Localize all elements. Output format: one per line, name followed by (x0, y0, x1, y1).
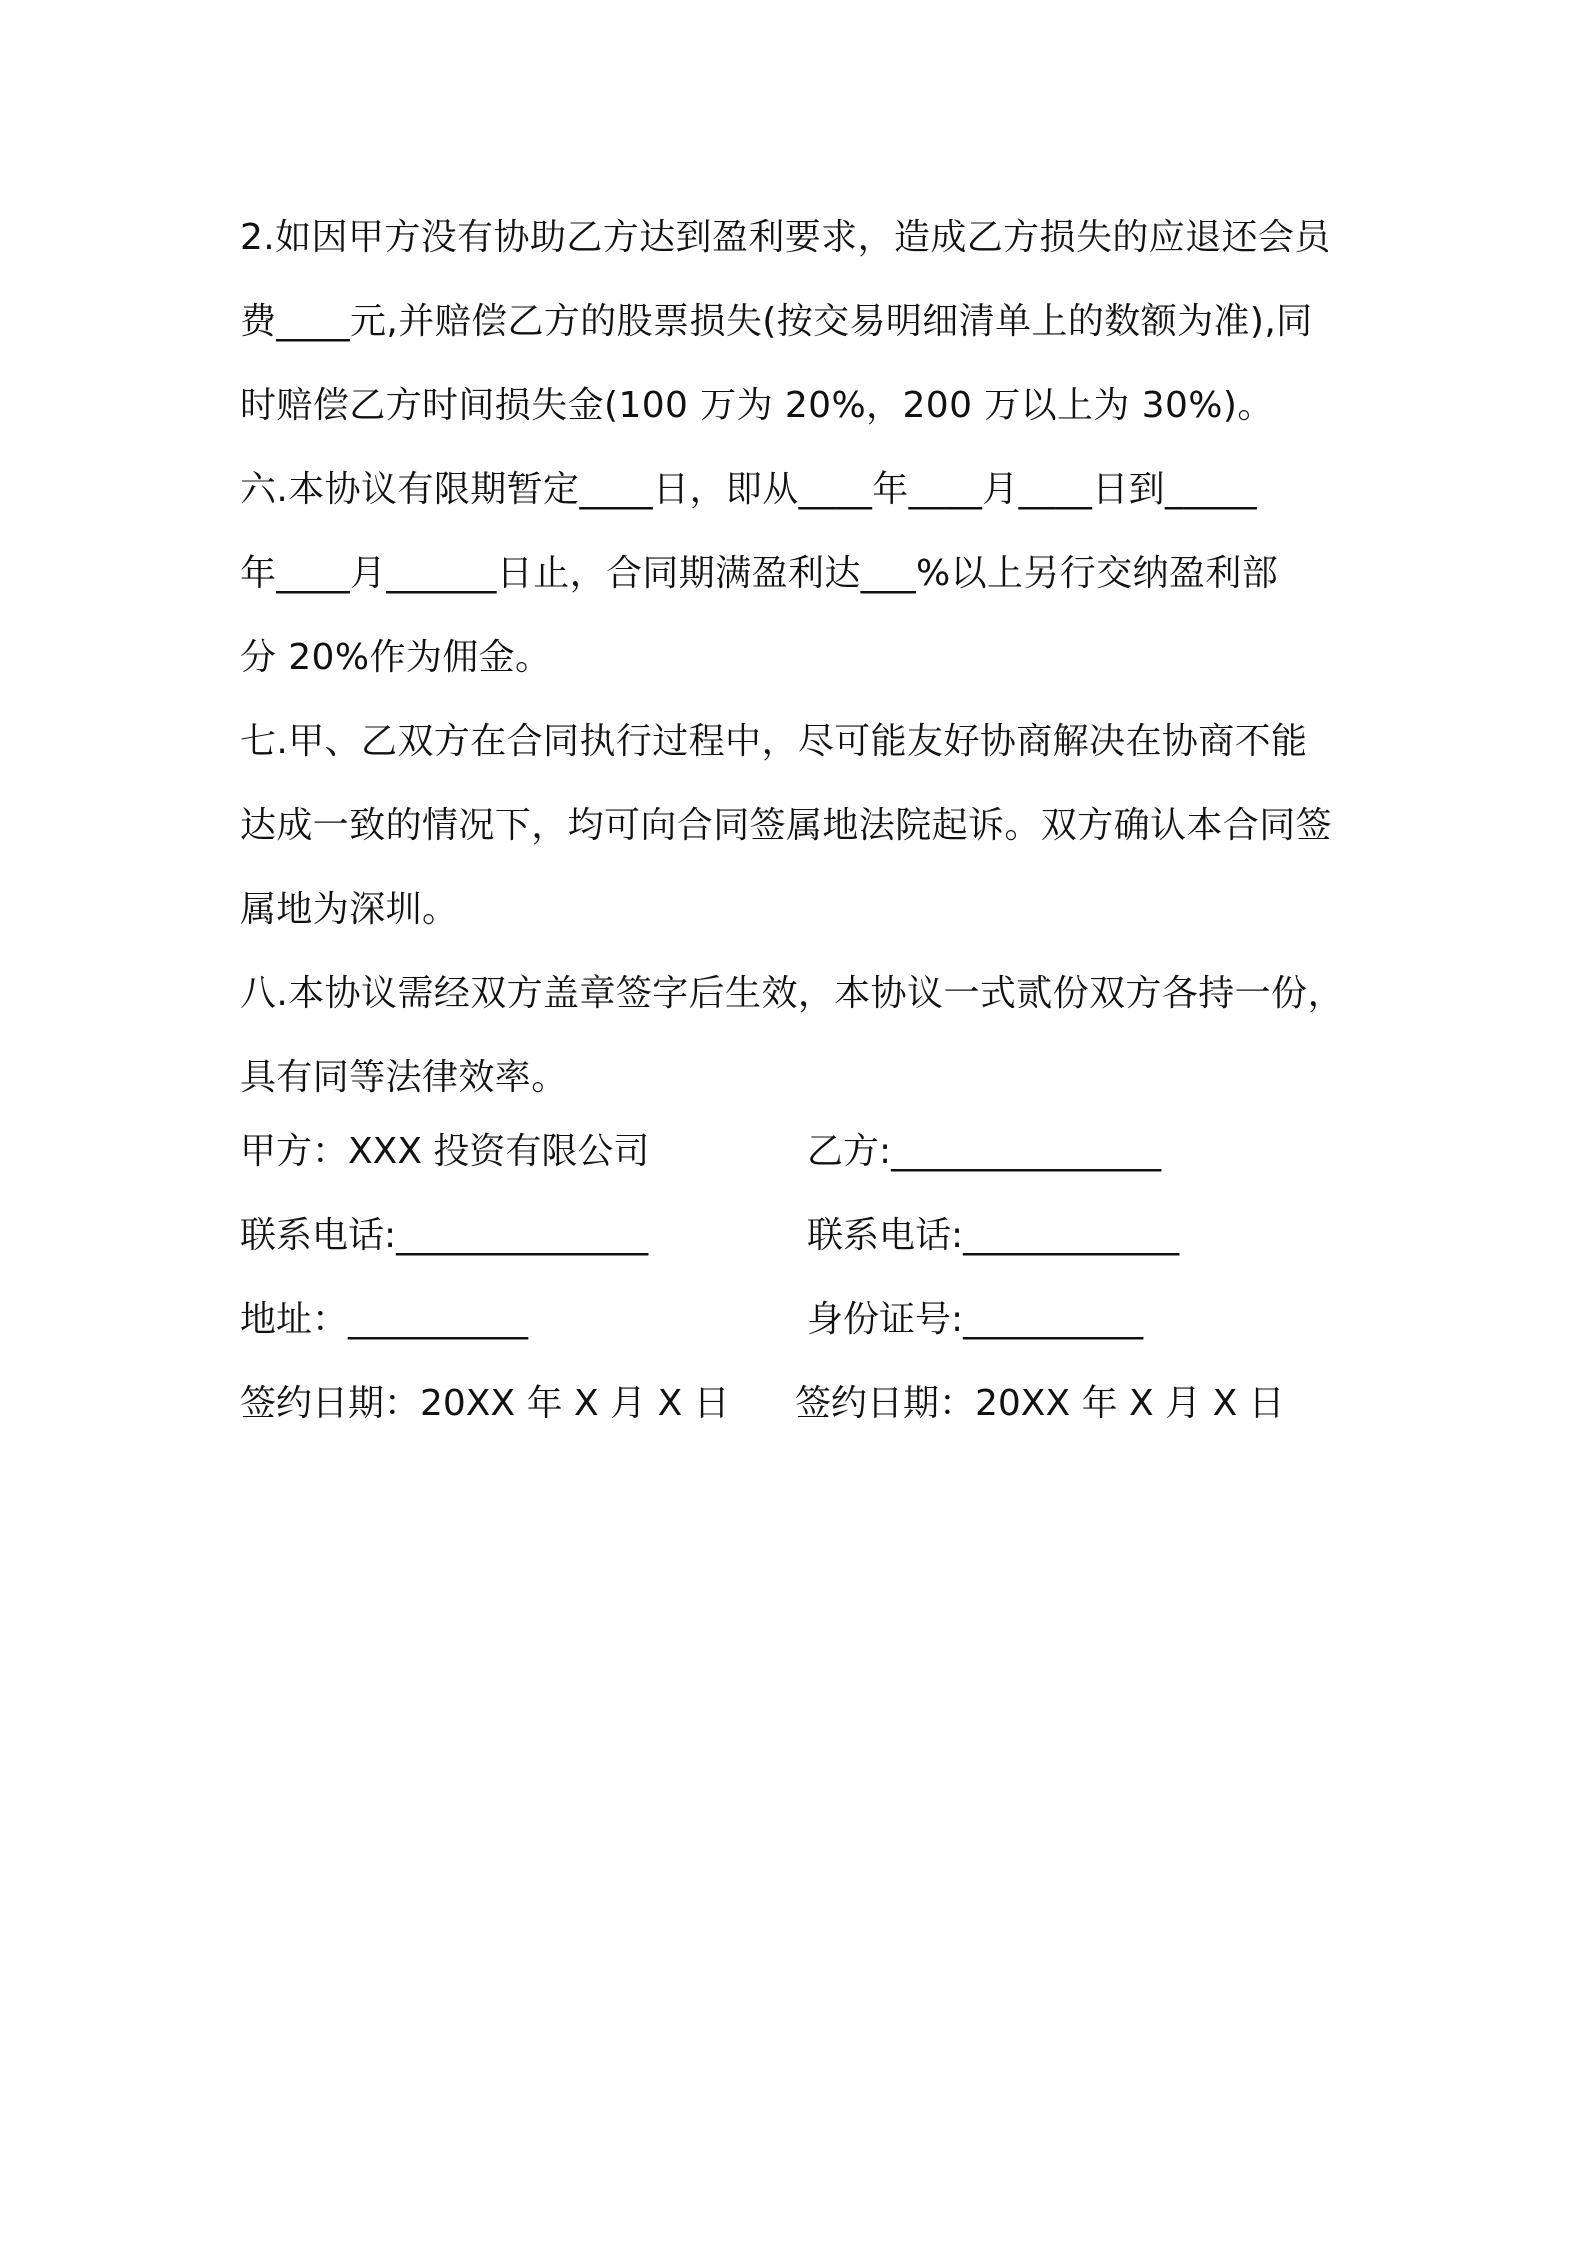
clause-2-line-1: 2.如因甲方没有协助乙方达到盈利要求，造成乙方损失的应退还会员 (240, 217, 1331, 258)
clause-7-line-1: 七.甲、乙双方在合同执行过程中，尽可能友好协商解决在协商不能 (240, 721, 1308, 762)
party-b-name: 乙方:_______________ (807, 1131, 1162, 1172)
clause-6-line-2: 年____月______日止，合同期满盈利达___%以上另行交纳盈利部 (240, 553, 1279, 594)
party-b-id-number: 身份证号:__________ (807, 1299, 1144, 1340)
clause-2-line-2: 费____元,并赔偿乙方的股票损失(按交易明细清单上的数额为准),同 (240, 301, 1313, 342)
party-a-address: 地址：__________ (240, 1299, 529, 1340)
party-b-phone: 联系电话:____________ (807, 1215, 1180, 1256)
clause-8-line-1: 八.本协议需经双方盖章签字后生效，本协议一式贰份双方各持一份， (240, 973, 1344, 1014)
party-b-sign-date: 签约日期：20XX 年 X 月 X 日 (795, 1383, 1285, 1424)
signature-row-date (240, 1362, 1360, 1446)
signature-row-address (240, 1278, 1360, 1362)
party-a-name: 甲方：XXX 投资有限公司 (240, 1131, 650, 1172)
party-a-sign-date: 签约日期：20XX 年 X 月 X 日 (240, 1383, 730, 1424)
signature-row-party (240, 1110, 1360, 1194)
party-a-phone: 联系电话:______________ (240, 1215, 649, 1256)
contract-body (240, 196, 1360, 1120)
clause-2-line-3: 时赔偿乙方时间损失金(100 万为 20%，200 万以上为 30%)。 (240, 385, 1274, 426)
clause-8-line-2: 具有同等法律效率。 (240, 1057, 568, 1098)
clause-7-line-2: 达成一致的情况下，均可向合同签属地法院起诉。双方确认本合同签 (240, 805, 1333, 846)
signature-block (240, 1110, 1360, 1446)
clause-6-line-3: 分 20%作为佣金。 (240, 637, 552, 678)
signature-row-phone (240, 1194, 1360, 1278)
clause-6-line-1: 六.本协议有限期暂定____日，即从____年____月____日到_____ (240, 469, 1258, 510)
clause-7-line-3: 属地为深圳。 (240, 889, 459, 930)
